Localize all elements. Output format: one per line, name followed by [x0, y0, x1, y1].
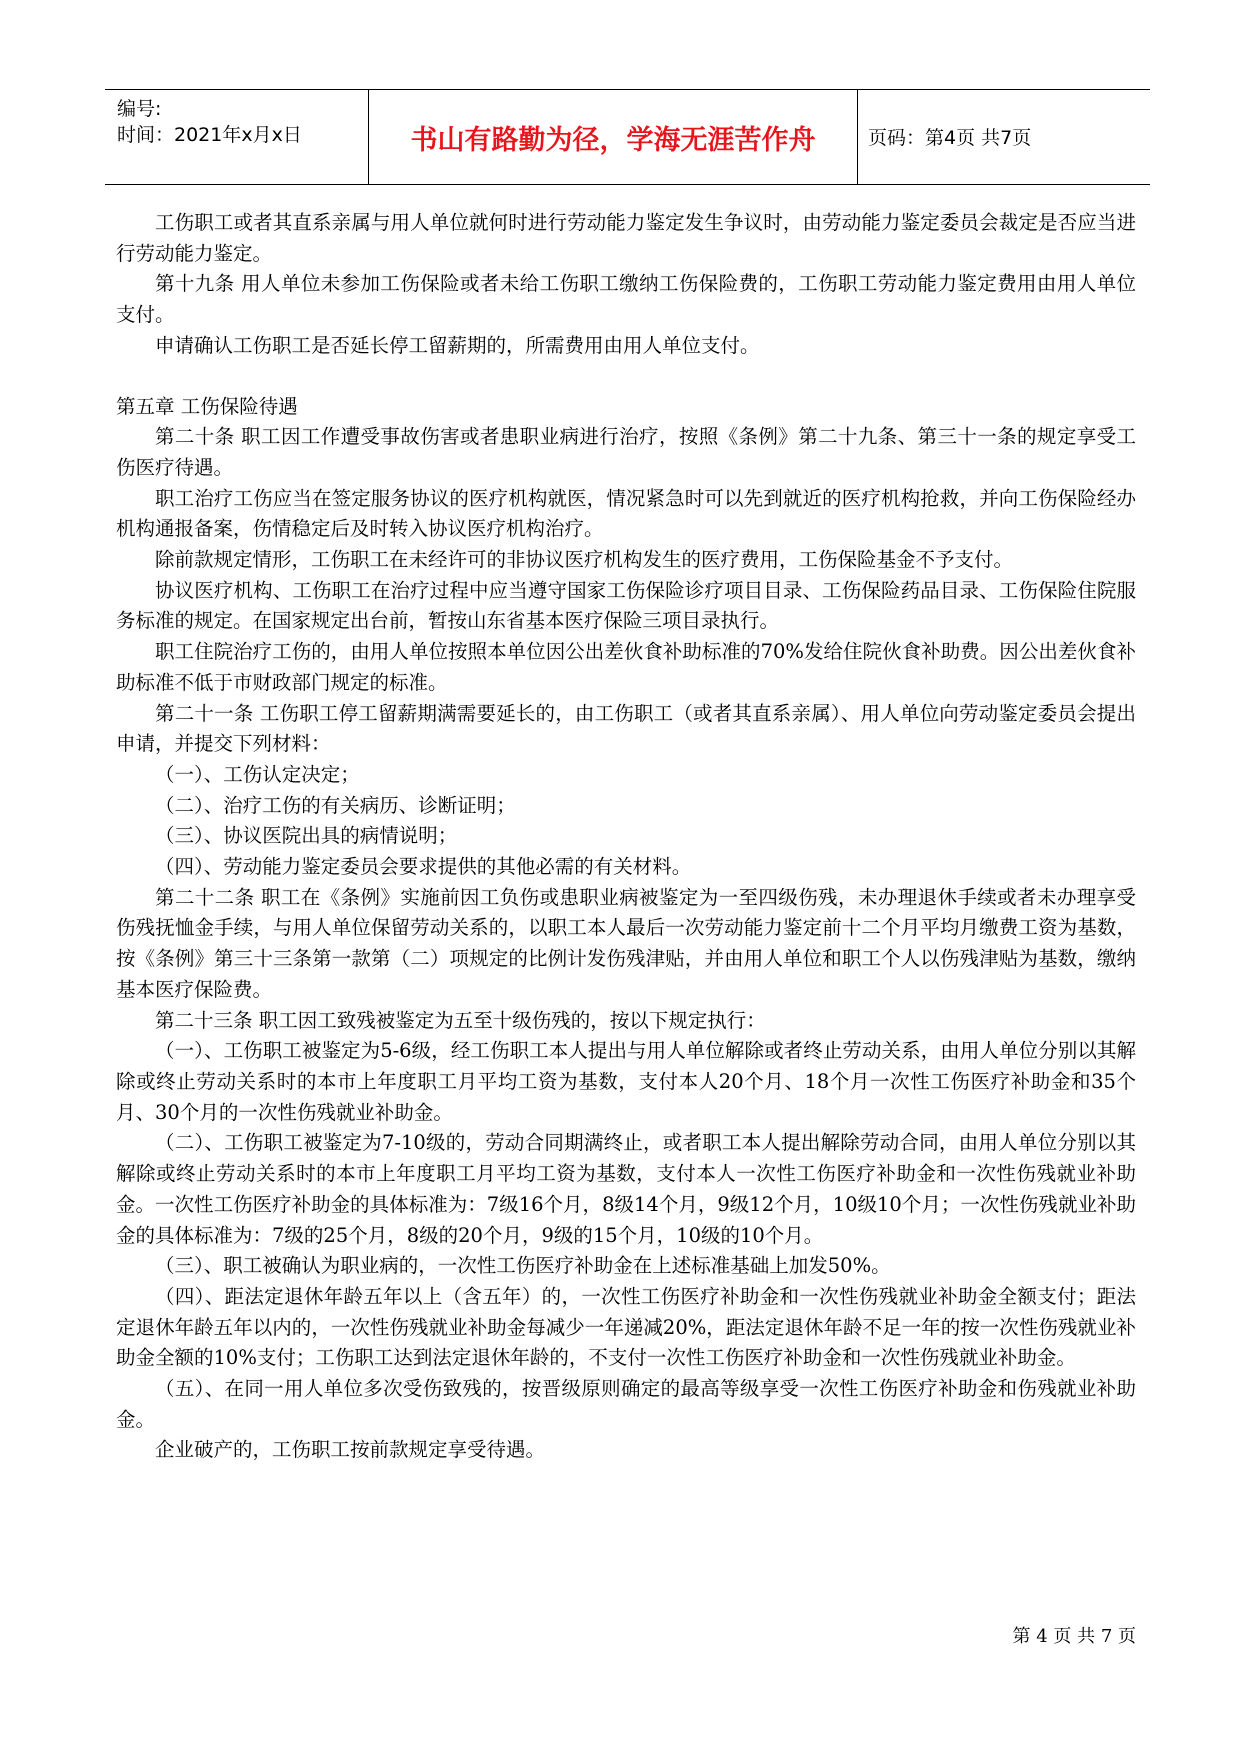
list-item: （三）、协议医院出具的病情说明； — [155, 824, 458, 848]
header-motto-cell — [368, 90, 858, 184]
paragraph: 除前款规定情形，工伤职工在未经许可的非协议医疗机构发生的医疗费用，工伤保险基金不予支付。 — [155, 548, 1014, 572]
list-item: （一）、工伤认定决定； — [155, 762, 360, 786]
list-item: （四）、距法定退休年龄五年以上（含五年）的，一次性工伤医疗补助金和一次性伤残就业补助金全额支付；距法定退休年龄五年以内的，一次性伤残就业补助金每减少一年递减20%，距法定退休年龄不足一年的按一次性伤残就业补助金全额的10%支付；工伤职工达到法定退休年龄的，不支付一次性工伤医疗补助金和一次性伤残就业补助金。 — [116, 1284, 1136, 1370]
paragraph: 工伤职工或者其直系亲属与用人单位就何时进行劳动能力鉴定发生争议时，由劳动能力鉴定委员会裁定是否应当进行劳动能力鉴定。 — [116, 211, 1136, 265]
list-item: （三）、职工被确认为职业病的，一次性工伤医疗补助金在上述标准基础上加发50%。 — [155, 1254, 891, 1278]
paragraph: 企业破产的，工伤职工按前款规定享受待遇。 — [155, 1438, 546, 1462]
document-time-label: 时间：2021年x月x日 — [117, 124, 302, 146]
paragraph: 协议医疗机构、工伤职工在治疗过程中应当遵守国家工伤保险诊疗项目目录、工伤保险药品目录、工伤保险住院服务标准的规定。在国家规定出台前，暂按山东省基本医疗保险三项目录执行。 — [116, 578, 1136, 633]
list-item: （一）、工伤职工被鉴定为5-6级，经工伤职工本人提出与用人单位解除或者终止劳动关系，由用人单位分别以其解除或终止劳动关系时的本市上年度职工月平均工资为基数，支付本人20个月、18个月一次性工伤医疗补助金和35个月、30个月的一次性伤残就业补助金。 — [116, 1039, 1136, 1124]
page-footer: 第 4 页 共 7 页 — [1012, 1626, 1136, 1647]
paragraph: 第二十三条 职工因工致残被鉴定为五至十级伤残的，按以下规定执行： — [155, 1008, 766, 1032]
list-item: （五）、在同一用人单位多次受伤致残的，按晋级原则确定的最高等级享受一次性工伤医疗补助金和伤残就业补助金。 — [116, 1377, 1136, 1431]
list-item: （二）、工伤职工被鉴定为7-10级的，劳动合同期满终止，或者职工本人提出解除劳动合同，由用人单位分别以其解除或终止劳动关系时的本市上年度职工月平均工资为基数，支付本人一次性工伤医疗补助金和一次性伤残就业补助金。一次性工伤医疗补助金的具体标准为：7级16个月，8级14个月，9级12个月，10级10个月；一次性伤残就业补助金的具体标准为：7级的25个月，8级的20个月，9级的15个月，10级的10个月。 — [116, 1131, 1136, 1247]
header-page-cell — [856, 90, 1150, 184]
header-page-code: 页码：第4页 共7页 — [868, 127, 1032, 149]
list-item: （二）、治疗工伤的有关病历、诊断证明； — [155, 793, 516, 817]
paragraph: 第二十条 职工因工作遭受事故伤害或者患职业病进行治疗，按照《条例》第二十九条、第三十一条的规定享受工伤医疗待遇。 — [116, 425, 1136, 479]
paragraph: 第二十一条 工伤职工停工留薪期满需要延长的，由工伤职工（或者其直系亲属）、用人单位向劳动鉴定委员会提出申请，并提交下列材料： — [116, 701, 1136, 756]
paragraph: 职工住院治疗工伤的，由用人单位按照本单位因公出差伙食补助标准的70%发给住院伙食补助费。因公出差伙食补助标准不低于市财政部门规定的标准。 — [116, 640, 1136, 694]
paragraph: 申请确认工伤职工是否延长停工留薪期的，所需费用由用人单位支付。 — [155, 333, 760, 357]
header-motto: 书山有路勤为径，学海无涯苦作舟 — [410, 125, 816, 156]
page-header — [105, 89, 1150, 185]
chapter-heading: 第五章 工伤保险待遇 — [116, 394, 298, 418]
document-number-label: 编号: — [117, 98, 162, 120]
document-body — [116, 208, 1136, 1466]
list-item: （四）、劳动能力鉴定委员会要求提供的其他必需的有关材料。 — [155, 855, 692, 879]
paragraph: 职工治疗工伤应当在签定服务协议的医疗机构就医，情况紧急时可以先到就近的医疗机构抢救，并向工伤保险经办机构通报备案，伤情稳定后及时转入协议医疗机构治疗。 — [116, 486, 1136, 541]
paragraph: 第二十二条 职工在《条例》实施前因工负伤或患职业病被鉴定为一至四级伤残，未办理退休手续或者未办理享受伤残抚恤金手续，与用人单位保留劳动关系的，以职工本人最后一次劳动能力鉴定前十二个月平均月缴费工资为基数，按《条例》第三十三条第一款第（二）项规定的比例计发伤残津贴，并由用人单位和职工个人以伤残津贴为基数，缴纳基本医疗保险费。 — [116, 885, 1136, 1001]
paragraph: 第十九条 用人单位未参加工伤保险或者未给工伤职工缴纳工伤保险费的，工伤职工劳动能力鉴定费用由用人单位支付。 — [116, 272, 1136, 327]
